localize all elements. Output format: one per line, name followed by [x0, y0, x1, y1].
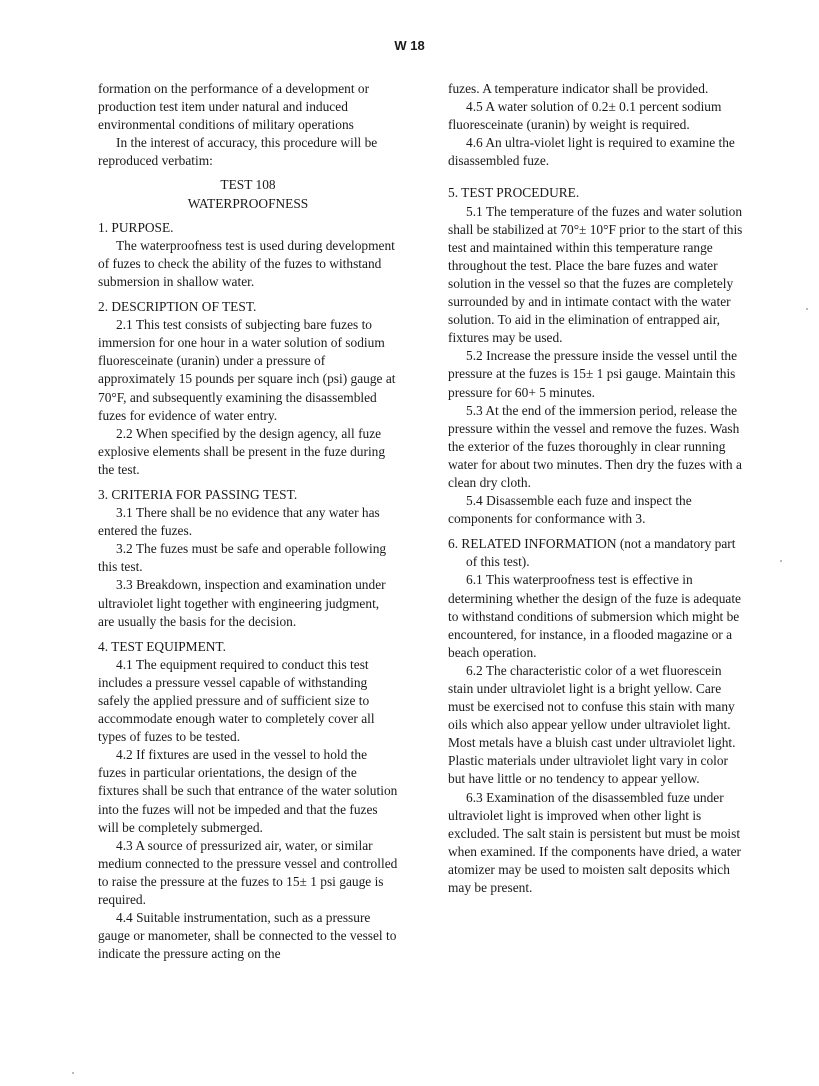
- test-title: WATERPROOFNESS: [187, 195, 309, 211]
- paragraph-3-3: 3.3 Breakdown, inspection and examination under ultraviolet light together with engineering judgment, are usually the basis for the decision.: [98, 577, 386, 629]
- continued-paragraph: fuzes. A temperature indicator shall be provided.: [448, 81, 709, 96]
- paragraph-4-1: 4.1 The equipment required to conduct this test includes a pressure vessel capable of withstanding safely the applied pressure and of sufficient size to accommodate enough water to completely cover all types of fuzes to be tested.: [98, 656, 375, 745]
- section-1-text: The waterproofness test is used during development of fuzes to check the ability of the fuzes to withstand submersion in shallow water.: [98, 237, 395, 289]
- paragraph-5-4: 5.4 Disassemble each fuze and inspect the components for conformance with 3.: [448, 493, 692, 527]
- paragraph-6-2: 6.2 The characteristic color of a wet fluorescein stain under ultraviolet light is a bright yellow. Care must be exercised not to confuse this stain with many oils which also appear yellow under ultraviolet light. Most metals have a bluish cast under ultraviolet light. Plastic materials under ultraviolet light vary in color but have little or no tendency to appear yellow.: [448, 662, 736, 787]
- paragraph-2-1: 2.1 This test consists of subjecting bare fuzes to immersion for one hour in a water solution of sodium fluoresceinate (uranin) under a pressure of approximately 15 pounds per square inch (psi) gauge at 70°F, and subsequently examining the disassembled fuzes for evidence of water entry.: [98, 317, 396, 423]
- paragraph-4-4: 4.4 Suitable instrumentation, such as a pressure gauge or manometer, shall be connected to the vessel to indicate the pressure acting on the: [98, 910, 397, 962]
- section-3-heading: 3. CRITERIA FOR PASSING TEST.: [98, 486, 298, 502]
- section-5-heading: 5. TEST PROCEDURE.: [448, 185, 580, 201]
- left-column: [98, 80, 398, 963]
- scan-speck: [780, 560, 782, 562]
- scan-speck: [72, 1072, 74, 1074]
- paragraph-4-6: 4.6 An ultra-violet light is required to examine the disassembled fuze.: [448, 135, 735, 169]
- section-6-heading: 6. RELATED INFORMATION (not a mandatory part of this test).: [448, 536, 736, 570]
- test-number: TEST 108: [220, 177, 276, 193]
- page-number: W 18: [394, 38, 425, 53]
- intro-paragraph: formation on the performance of a development or production test item under natural and induced environmental conditions of military operations: [98, 81, 370, 133]
- paragraph-2-2: 2.2 When specified by the design agency, all fuze explosive elements shall be present in the fuze during the test.: [98, 425, 386, 477]
- paragraph-3-1: 3.1 There shall be no evidence that any water has entered the fuzes.: [98, 505, 380, 539]
- paragraph-5-3: 5.3 At the end of the immersion period, release the pressure within the vessel and remove the fuzes. Wash the exterior of the fuzes thoroughly in clear running water for about two minutes. Then dry the fuzes with a clean dry cloth.: [448, 402, 742, 490]
- right-column: [448, 80, 748, 897]
- paragraph-4-5: 4.5 A water solution of 0.2± 0.1 percent sodium fluoresceinate (uranin) by weight is required.: [448, 99, 722, 133]
- section-1-heading: 1. PURPOSE.: [98, 219, 174, 235]
- verbatim-note: In the interest of accuracy, this procedure will be reproduced verbatim:: [98, 135, 378, 169]
- section-4-heading: 4. TEST EQUIPMENT.: [98, 638, 226, 654]
- paragraph-4-2: 4.2 If fixtures are used in the vessel to hold the fuzes in particular orientations, the design of the fixtures shall be such that entrance of the water solution into the fuzes will not be impeded and that the fuzes will be completely submerged.: [98, 747, 398, 835]
- paragraph-4-3: 4.3 A source of pressurized air, water, or similar medium connected to the pressure vessel and controlled to raise the pressure at the fuzes to 15± 1 psi gauge is required.: [98, 837, 398, 908]
- paragraph-5-2: 5.2 Increase the pressure inside the vessel until the pressure at the fuzes is 15± 1 psi gauge. Maintain this pressure for 60+ 5 minutes.: [448, 348, 738, 400]
- paragraph-3-2: 3.2 The fuzes must be safe and operable following this test.: [98, 541, 387, 575]
- section-2-heading: 2. DESCRIPTION OF TEST.: [98, 299, 257, 315]
- paragraph-6-1: 6.1 This waterproofness test is effective in determining whether the design of the fuze is adequate to withstand conditions of submersion which might be encountered, for instance, in a flooded magazine or a beach operation.: [448, 572, 741, 660]
- paragraph-5-1: 5.1 The temperature of the fuzes and water solution shall be stabilized at 70°± 10°F prior to the start of this test and maintained within this temperature range throughout the test. Place the bare fuzes and water solution in the vessel so that the fuzes are completely surrounded by and in intimate contact with the water solution. To aid in the elimination of entrapped air, fixtures may be used.: [448, 203, 743, 346]
- scan-speck: [806, 308, 808, 310]
- paragraph-6-3: 6.3 Examination of the disassembled fuze under ultraviolet light is improved when other light is excluded. The salt stain is persistent but must be moist when examined. If the components have dried, a water atomizer may be used to moisten salt deposits which may be present.: [448, 789, 741, 896]
